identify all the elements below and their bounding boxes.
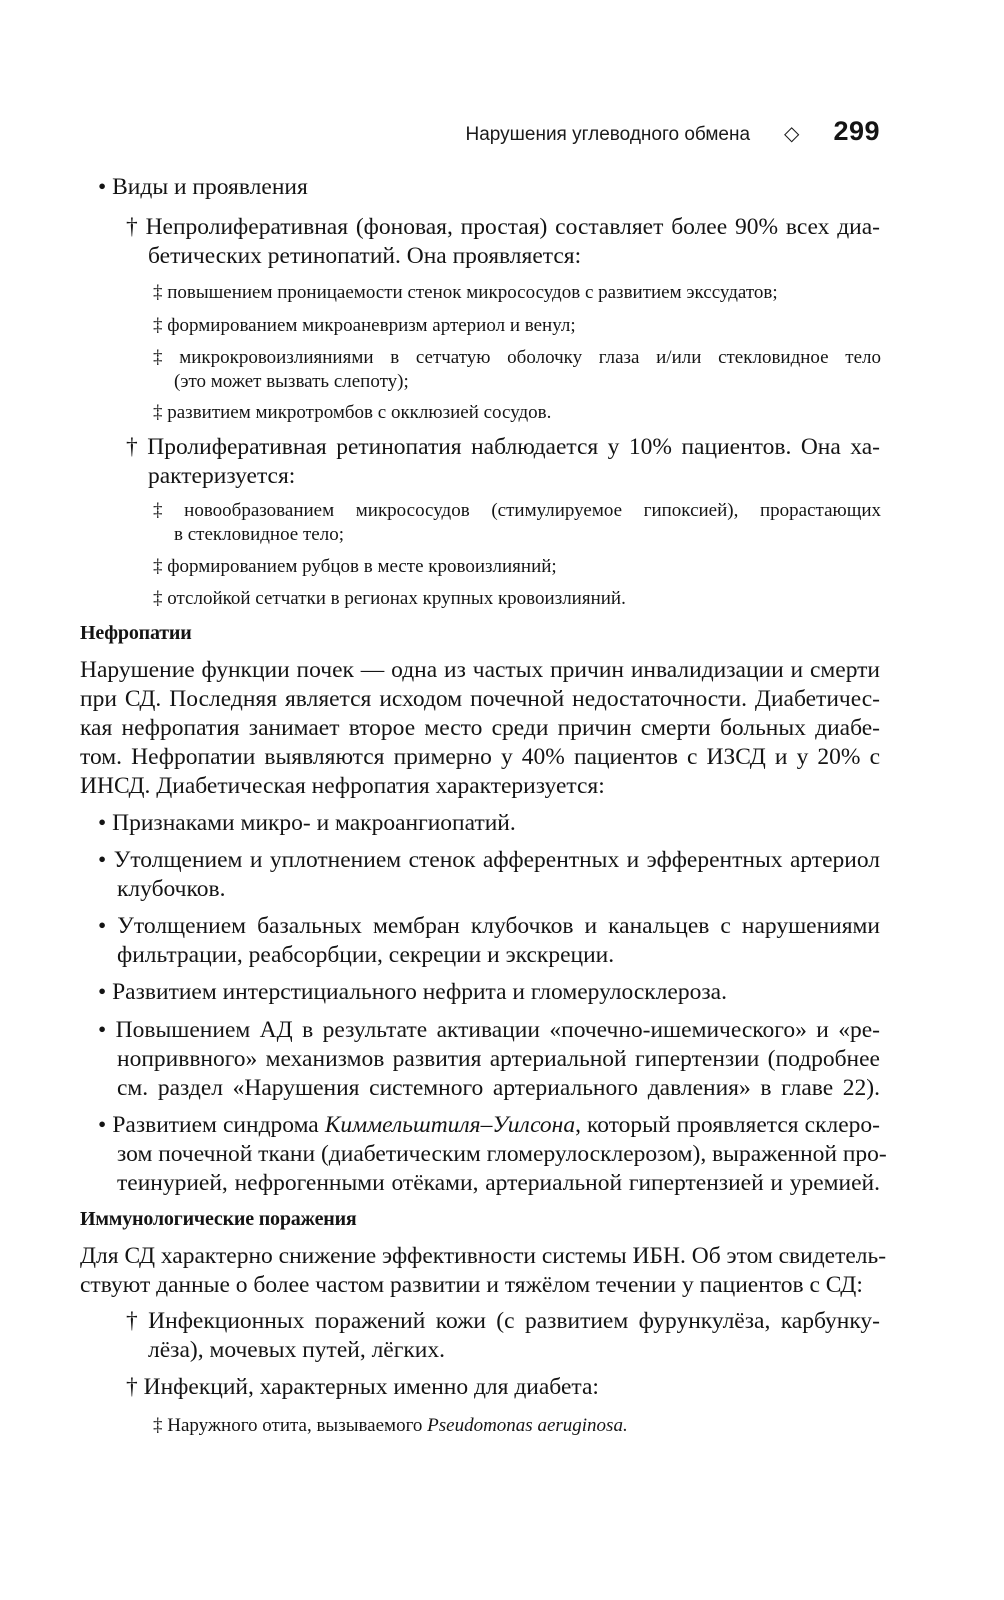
bullet-marker: • bbox=[98, 847, 107, 873]
item-continuation: см. раздел «Нарушения системного артериального давления» в главе 22). bbox=[117, 1075, 880, 1101]
ddagger-marker: ‡ bbox=[153, 556, 163, 577]
running-title: Нарушения углеводного обмена bbox=[465, 124, 751, 145]
ddagger-marker: ‡ bbox=[153, 588, 163, 609]
dagger-item-nonproliferative bbox=[126, 214, 880, 241]
syndrome-name: Киммельштиля–Уилсона bbox=[324, 1112, 576, 1138]
ddagger-marker: ‡ bbox=[153, 347, 163, 368]
ddagger-item: ‡ развитием микротромбов с окклюзией сосудов. bbox=[153, 402, 552, 423]
dagger-item: † Инфекционных поражений кожи (с развитием фурункулёза, карбунку- bbox=[126, 1308, 881, 1334]
ddagger-marker: ‡ bbox=[153, 315, 163, 336]
ddagger-marker: ‡ bbox=[153, 402, 163, 423]
item-continuation: лёза), мочевых путей, лёгких. bbox=[148, 1337, 445, 1363]
bullet-item: • Признаками микро- и макроангиопатий. bbox=[98, 810, 516, 836]
bullet-item: • Повышением АД в результате активации «почечно-ишемического» и «ре- bbox=[98, 1017, 880, 1043]
item-continuation: клубочков. bbox=[117, 876, 226, 902]
item-text: Непролиферативная (фоновая, простая) составляет более 90% всех диа- bbox=[145, 214, 880, 240]
bullet-item: • Развитием интерстициального нефрита и гломерулосклероза. bbox=[98, 979, 727, 1005]
paragraph-line: ИНСД. Диабетическая нефропатия характеризуется: bbox=[80, 773, 605, 799]
bullet-marker: • bbox=[98, 1112, 107, 1138]
ddagger-marker: ‡ bbox=[153, 282, 163, 303]
page-number: 299 bbox=[833, 116, 880, 146]
paragraph-line: кая нефропатия занимает второе место среди причин смерти больных диабе- bbox=[80, 715, 880, 741]
section-heading-immunology: Иммунологические поражения bbox=[80, 1208, 357, 1230]
item-continuation: в стекловидное тело; bbox=[174, 524, 344, 545]
item-continuation: зом почечной ткани (диабетическим гломерулосклерозом), выраженной про- bbox=[117, 1141, 887, 1167]
bullet-marker: • bbox=[98, 174, 107, 200]
bullet-item: • Развитием синдрома Киммельштиля–Уилсона, который проявляется склеро- bbox=[98, 1112, 880, 1138]
ddagger-item: ‡ новообразованием микрососудов (стимулируемое гипоксией), прорастающих bbox=[153, 500, 881, 521]
item-continuation: теинурией, нефрогенными отёками, артериальной гипертензией и уремией. bbox=[117, 1170, 880, 1196]
bullet-item: • Утолщением базальных мембран клубочков и канальцев с нарушениями bbox=[98, 913, 880, 939]
section-heading-nephropathy: Нефропатии bbox=[80, 622, 192, 644]
paragraph-line: Нарушение функции почек — одна из частых причин инвалидизации и смерти bbox=[80, 657, 880, 683]
dagger-item: † Инфекций, характерных именно для диабета: bbox=[126, 1374, 599, 1400]
ddagger-item: ‡ Наружного отита, вызываемого Pseudomonas aeruginosa. bbox=[153, 1415, 628, 1436]
item-continuation: фильтрации, реабсорбции, секреции и экскреции. bbox=[117, 942, 615, 968]
ddagger-marker: ‡ bbox=[153, 500, 163, 521]
bullet-marker: • bbox=[98, 810, 107, 836]
bullet-marker: • bbox=[98, 1017, 107, 1043]
bullet-marker: • bbox=[98, 913, 107, 939]
ddagger-item: ‡ повышением проницаемости стенок микрососудов с развитием экссудатов; bbox=[153, 282, 778, 303]
dagger-marker: † bbox=[126, 1374, 138, 1400]
paragraph-line: ствуют данные о более частом развитии и тяжёлом течении у пациентов с СД: bbox=[80, 1272, 863, 1298]
dagger-marker: † bbox=[126, 434, 138, 460]
item-continuation: ноприввного» механизмов развития артериальной гипертензии (подробнее bbox=[117, 1046, 880, 1072]
bullet-marker: • bbox=[98, 979, 107, 1005]
item-text: Пролиферативная ретинопатия наблюдается у 10% пациентов. Она ха- bbox=[147, 434, 880, 460]
diamond-icon: ◇ bbox=[784, 121, 800, 145]
ddagger-item: ‡ отслойкой сетчатки в регионах крупных кровоизлияний. bbox=[153, 588, 626, 609]
item-continuation: рактеризуется: bbox=[148, 463, 296, 489]
paragraph-line: Для СД характерно снижение эффективности системы ИБН. Об этом свидетель- bbox=[80, 1243, 887, 1269]
dagger-marker: † bbox=[126, 214, 138, 240]
ddagger-marker: ‡ bbox=[153, 1415, 163, 1436]
bullet-text: Виды и проявления bbox=[112, 174, 308, 200]
item-continuation: (это может вызвать слепоту); bbox=[174, 371, 409, 392]
pathogen-name: Pseudomonas aeruginosa. bbox=[427, 1415, 628, 1436]
ddagger-item: ‡ формированием микроаневризм артериол и венул; bbox=[153, 315, 576, 336]
ddagger-item: ‡ формированием рубцов в месте кровоизлияний; bbox=[153, 556, 557, 577]
paragraph-line: при СД. Последняя является исходом почечной недостаточности. Диабетичес- bbox=[80, 686, 880, 712]
ddagger-item: ‡ микрокровоизлияниями в сетчатую оболочку глаза и/или стекловидное тело bbox=[153, 347, 881, 368]
bullet-item-types bbox=[98, 174, 308, 201]
running-header bbox=[0, 116, 880, 150]
bullet-item: • Утолщением и уплотнением стенок афферентных и эфферентных артериол bbox=[98, 847, 881, 873]
dagger-item-proliferative bbox=[126, 434, 880, 461]
paragraph-line: том. Нефропатии выявляются примерно у 40% пациентов с ИЗСД и у 20% с bbox=[80, 744, 880, 770]
item-continuation: бетических ретинопатий. Она проявляется: bbox=[148, 243, 582, 269]
dagger-marker: † bbox=[126, 1308, 138, 1334]
